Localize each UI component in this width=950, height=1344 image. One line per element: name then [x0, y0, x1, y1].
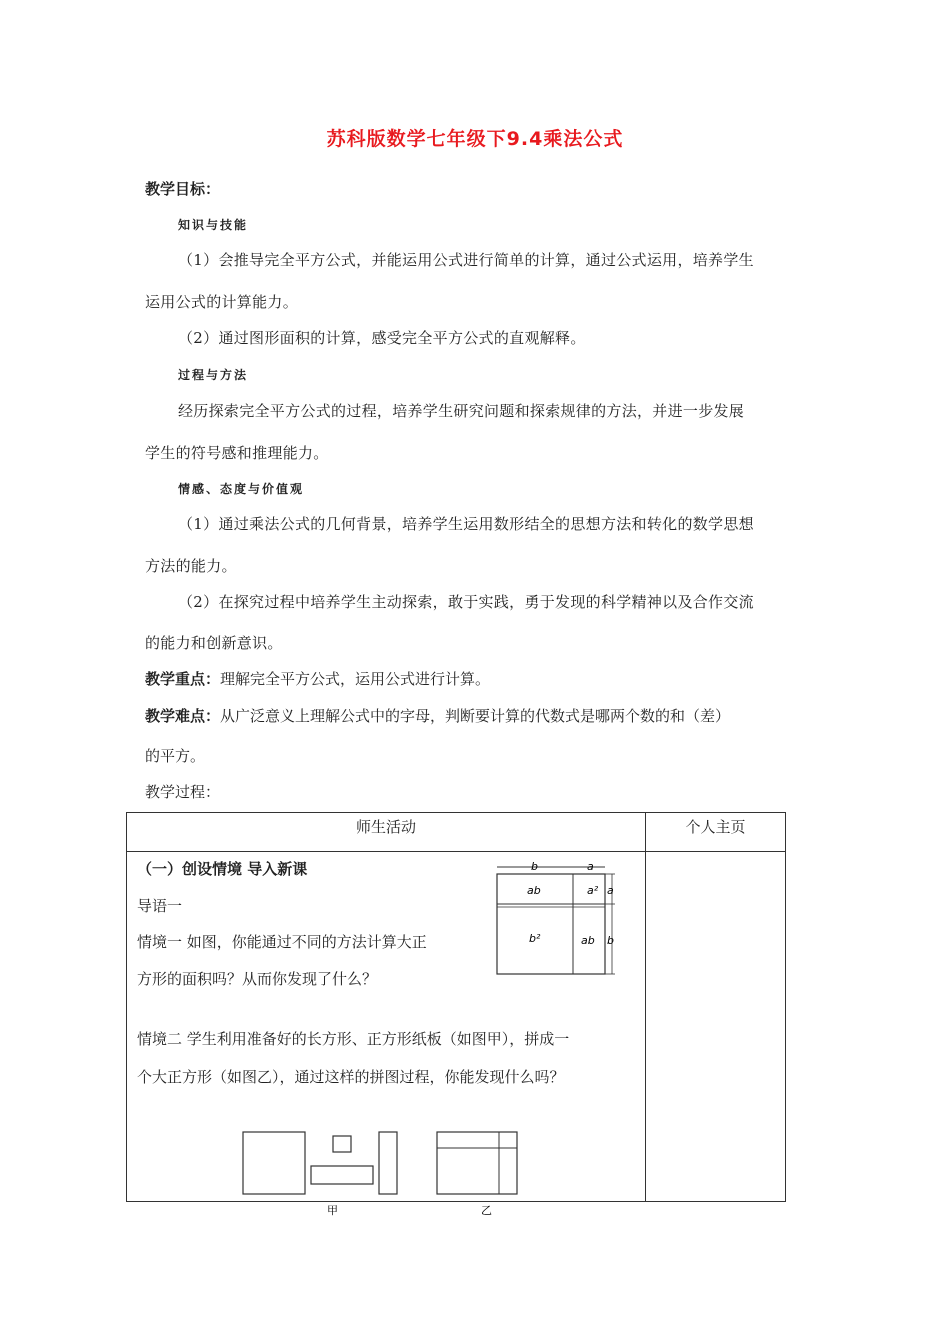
- objectives-heading: 教学目标：: [145, 180, 221, 198]
- difficulty-line2: 的平方。: [145, 747, 206, 765]
- intro-label: 导语一: [137, 897, 183, 915]
- section-title: （一）创设情境 导入新课: [137, 860, 308, 878]
- difficulty: [145, 705, 730, 726]
- fig-label-yi: 乙: [481, 1204, 492, 1217]
- scenario1-line2: 方形的面积吗？从而你发现了什么？: [137, 970, 378, 988]
- homepage-cell: [646, 852, 786, 1202]
- fig-label-b-side: b: [607, 934, 614, 947]
- key-point-text: 理解完全平方公式，运用公式进行计算。: [220, 670, 491, 688]
- fig-label-a-side: a: [607, 884, 614, 897]
- scenario2-line2: 个大正方形（如图乙），通过这样的拼图过程，你能发现什么吗？: [137, 1068, 565, 1086]
- emotion-item2-line1: （2）在探究过程中培养学生主动探索，敢于实践，勇于发现的科学精神以及合作交流: [178, 593, 754, 611]
- col-header-activities: 师生活动: [127, 813, 646, 852]
- scenario1-line1: 情境一 如图，你能通过不同的方法计算大正: [137, 933, 427, 951]
- scenario2-line1: 情境二 学生利用准备好的长方形、正方形纸板（如图甲），拼成一: [137, 1030, 570, 1048]
- teaching-process-table: [126, 812, 786, 1217]
- key-point-label: 教学重点：: [145, 670, 221, 688]
- knowledge-item1-line2: 运用公式的计算能力。: [145, 293, 299, 311]
- emotion-item1-line2: 方法的能力。: [145, 557, 237, 575]
- knowledge-heading: 知识与技能: [178, 218, 249, 232]
- process-method-heading: 过程与方法: [178, 368, 249, 382]
- difficulty-line1: 从广泛意义上理解公式中的字母，判断要计算的代数式是哪两个数的和（差）: [220, 707, 731, 725]
- emotion-heading: 情感、态度与价值观: [178, 482, 305, 496]
- knowledge-item1-line1: （1）会推导完全平方公式，并能运用公式进行简单的计算，通过公式运用，培养学生: [178, 251, 754, 269]
- process-method-line1: 经历探索完全平方公式的过程，培养学生研究问题和探索规律的方法，并进一步发展: [178, 402, 745, 420]
- difficulty-label: 教学难点：: [145, 707, 221, 725]
- col-header-homepage: 个人主页: [646, 813, 786, 852]
- knowledge-item2: （2）通过图形面积的计算，感受完全平方公式的直观解释。: [178, 329, 586, 347]
- process-heading: 教学过程：: [145, 783, 221, 801]
- fig-label-jia: 甲: [327, 1204, 338, 1217]
- fig-label-a2: a²: [587, 884, 599, 897]
- emotion-item2-line2: 的能力和创新意识。: [145, 634, 283, 652]
- fig-label-b2: b²: [529, 932, 541, 945]
- fig-label-a-top: a: [587, 862, 594, 873]
- activities-cell: [127, 852, 646, 1217]
- fig-label-b-top: b: [531, 862, 538, 873]
- fig-label-ab-top: ab: [527, 884, 541, 897]
- square-area-figure: [491, 862, 623, 978]
- tiles-figure: [237, 1124, 527, 1220]
- emotion-item1-line1: （1）通过乘法公式的几何背景，培养学生运用数形结全的思想方法和转化的数学思想: [178, 515, 754, 533]
- page-title: 苏科版数学七年级下9.4乘法公式: [326, 128, 624, 150]
- key-point: [145, 668, 490, 689]
- process-method-line2: 学生的符号感和推理能力。: [145, 444, 329, 462]
- fig-label-ab-bottom: ab: [581, 934, 595, 947]
